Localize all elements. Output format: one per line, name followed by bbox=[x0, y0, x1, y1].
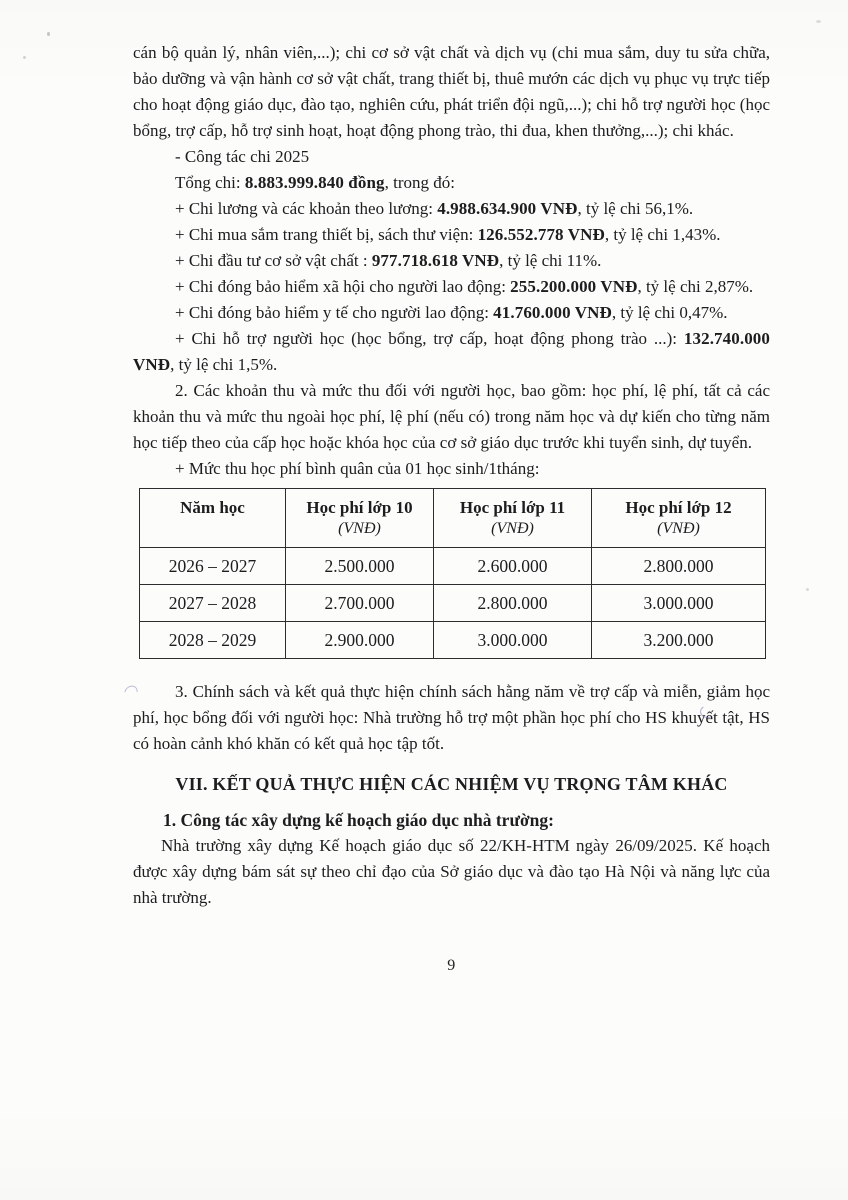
cell-year: 2026 – 2027 bbox=[140, 548, 286, 585]
col-header-school-year bbox=[140, 489, 286, 548]
scan-speck bbox=[47, 32, 50, 36]
cell-fee-grade-11: 3.000.000 bbox=[434, 622, 592, 659]
item-ratio: , tỷ lệ chi 1,43%. bbox=[604, 225, 721, 244]
cell-fee-grade-12: 2.800.000 bbox=[592, 548, 766, 585]
item-ratio: , tỷ lệ chi 1,5%. bbox=[170, 355, 278, 374]
item-text: + Chi đầu tư cơ sở vật chất : bbox=[175, 251, 372, 270]
col-header-title: Học phí lớp 12 bbox=[625, 498, 732, 517]
scan-speck bbox=[806, 588, 809, 591]
col-header-unit: (VNĐ) bbox=[657, 520, 700, 537]
item-amount: 977.718.618 VNĐ bbox=[371, 251, 500, 270]
col-header-unit: (VNĐ) bbox=[338, 520, 381, 537]
cell-fee-grade-11: 2.800.000 bbox=[434, 585, 592, 622]
spending-item-health-insurance bbox=[133, 300, 770, 326]
item-ratio: , tỷ lệ chi 56,1%. bbox=[577, 199, 694, 218]
paragraph-expense-continuation: cán bộ quản lý, nhân viên,...); chi cơ sở vật chất và dịch vụ (chi mua sắm, duy tu sửa chữa, bảo dưỡng và vận hành cơ sở vật chất, trang thiết bị, thuê mướn các dịch vụ phục vụ trực tiếp cho hoạt động giáo dục, đào tạo, nghiên cứu, phát triển đội ngũ,...); chi hỗ trợ người học (học bổng, trợ cấp, hỗ trợ sinh hoạt, hoạt động phong trào, thi đua, khen thưởng,...); chi khác. bbox=[133, 43, 770, 140]
col-header-title: Năm học bbox=[180, 498, 245, 517]
col-header-grade-11 bbox=[434, 489, 592, 548]
total-spending-prefix: Tổng chi: bbox=[175, 173, 245, 192]
col-header-grade-10 bbox=[286, 489, 434, 548]
paragraph-section-3: 3. Chính sách và kết quả thực hiện chính sách hằng năm về trợ cấp và miễn, giảm học phí, học bổng đối với người học: Nhà trường hỗ trợ một phần học phí cho HS khuyết tật, HS có hoàn cảnh khó khăn có kết quả học tập tốt. bbox=[133, 682, 770, 753]
line-tuition-intro: + Mức thu học phí bình quân của 01 học sinh/1tháng: bbox=[175, 459, 540, 478]
item-amount: 126.552.778 VNĐ bbox=[477, 225, 605, 244]
col-header-title: Học phí lớp 11 bbox=[459, 498, 566, 517]
item-text: + Chi lương và các khoản theo lương: bbox=[175, 199, 438, 218]
cell-fee-grade-11: 2.600.000 bbox=[434, 548, 592, 585]
heading-sub-item-1: 1. Công tác xây dựng kế hoạch giáo dục nhà trường: bbox=[163, 810, 554, 830]
page-number: 9 bbox=[447, 957, 456, 974]
spending-item-student-support bbox=[133, 326, 770, 378]
table-row-2028-2029 bbox=[140, 622, 766, 659]
paragraph-sub-item-1-body: Nhà trường xây dựng Kế hoạch giáo dục số 22/KH-HTM ngày 26/09/2025. Kế hoạch được xây dựng bám sát sự theo chỉ đạo của Sở giáo dục và đào tạo Hà Nội và năng lực của nhà trường. bbox=[133, 836, 770, 907]
text-column bbox=[133, 40, 770, 979]
item-text: + Chi mua sắm trang thiết bị, sách thư viện: bbox=[175, 225, 478, 244]
item-amount: 255.200.000 VNĐ bbox=[510, 277, 638, 296]
cell-fee-grade-12: 3.000.000 bbox=[592, 585, 766, 622]
cell-fee-grade-10: 2.700.000 bbox=[286, 585, 434, 622]
heading-section-vii: VII. KẾT QUẢ THỰC HIỆN CÁC NHIỆM VỤ TRỌNG TÂM KHÁC bbox=[175, 774, 728, 794]
scan-speck bbox=[23, 56, 26, 59]
item-amount: 41.760.000 VNĐ bbox=[493, 303, 612, 322]
item-ratio: , tỷ lệ chi 0,47%. bbox=[611, 303, 728, 322]
cell-year: 2028 – 2029 bbox=[140, 622, 286, 659]
spending-item-salary bbox=[133, 196, 770, 222]
cell-fee-grade-10: 2.500.000 bbox=[286, 548, 434, 585]
col-header-grade-12 bbox=[592, 489, 766, 548]
spending-item-equipment bbox=[133, 222, 770, 248]
line-total-spending bbox=[133, 170, 770, 196]
line-cong-tac-chi-2025: - Công tác chi 2025 bbox=[175, 147, 310, 166]
table-row-2027-2028 bbox=[140, 585, 766, 622]
col-header-unit: (VNĐ) bbox=[491, 520, 534, 537]
cell-fee-grade-10: 2.900.000 bbox=[286, 622, 434, 659]
cell-year: 2027 – 2028 bbox=[140, 585, 286, 622]
tuition-table-header bbox=[140, 489, 766, 548]
tuition-fee-table bbox=[139, 488, 766, 659]
col-header-title: Học phí lớp 10 bbox=[306, 498, 413, 517]
table-row-2026-2027 bbox=[140, 548, 766, 585]
item-ratio: , tỷ lệ chi 11%. bbox=[499, 251, 602, 270]
paragraph-section-2: 2. Các khoản thu và mức thu đối với người học, bao gồm: học phí, lệ phí, tất cả các khoản thu và mức thu ngoài học phí, lệ phí (nếu có) trong năm học và dự kiến cho từng năm học tiếp theo của cấp học hoặc khóa học của cơ sở giáo dục trước khi tuyển sinh, dự tuyển. bbox=[133, 381, 770, 452]
item-ratio: , tỷ lệ chi 2,87%. bbox=[637, 277, 754, 296]
cell-fee-grade-12: 3.200.000 bbox=[592, 622, 766, 659]
spending-item-facilities bbox=[133, 248, 770, 274]
total-spending-suffix: , trong đó: bbox=[384, 173, 455, 192]
total-spending-amount: 8.883.999.840 đồng bbox=[244, 173, 385, 192]
item-text: + Chi đóng bảo hiểm y tế cho người lao động: bbox=[175, 303, 494, 322]
scan-speck bbox=[816, 20, 821, 23]
spending-item-social-insurance bbox=[133, 274, 770, 300]
item-amount: 132.740.000 VNĐ bbox=[133, 329, 770, 374]
item-text: + Chi hỗ trợ người học (học bổng, trợ cấp, hoạt động phong trào ...): bbox=[175, 329, 684, 348]
item-amount: 4.988.634.900 VNĐ bbox=[437, 199, 578, 218]
item-text: + Chi đóng bảo hiểm xã hội cho người lao động: bbox=[175, 277, 511, 296]
